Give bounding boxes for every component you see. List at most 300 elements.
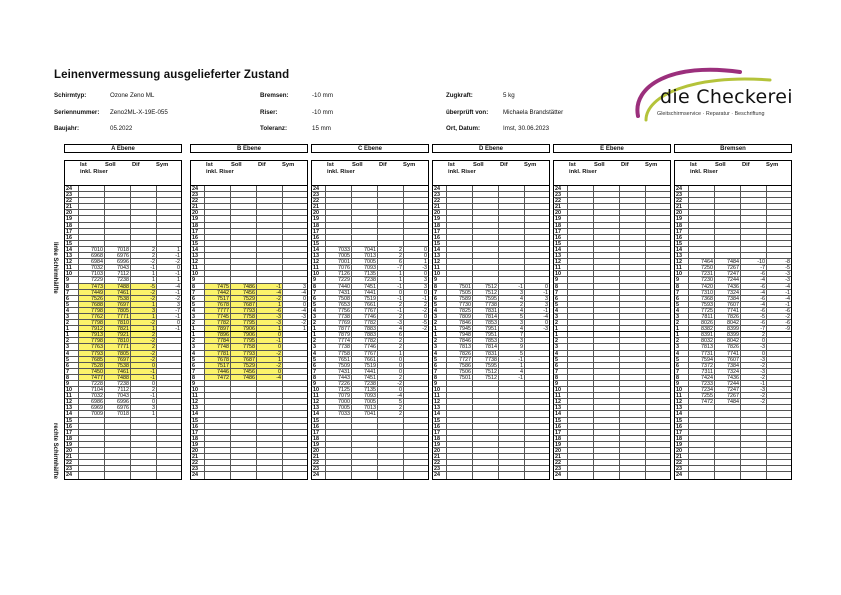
row-number: 6 — [554, 363, 568, 368]
ist-value — [568, 375, 594, 380]
sym-value — [283, 466, 307, 471]
dif-value: 1 — [499, 363, 525, 368]
row-number: 7 — [433, 369, 447, 374]
ist-value — [205, 424, 231, 429]
ist-value: 7517 — [205, 296, 231, 301]
soll-value — [105, 210, 131, 215]
row-number: 23 — [675, 192, 689, 197]
ist-value — [447, 235, 473, 240]
row-number: 3 — [554, 344, 568, 349]
sym-value — [525, 460, 549, 465]
ist-value — [689, 210, 715, 215]
soll-value: 8042 — [715, 338, 741, 343]
sym-value — [767, 204, 791, 209]
soll-value — [594, 460, 620, 465]
meta-value-seriennummer: Zeno2ML-X-19E-055 — [110, 109, 168, 116]
section-title: D Ebene — [432, 144, 550, 153]
row-number: 24 — [312, 472, 326, 478]
soll-value: 7238 — [105, 381, 131, 386]
soll-value: 7484 — [715, 399, 741, 404]
sym-value — [525, 186, 549, 191]
soll-value — [231, 381, 257, 386]
ist-value — [689, 223, 715, 228]
ist-value — [205, 387, 231, 392]
soll-value — [715, 454, 741, 459]
soll-value: 7436 — [715, 284, 741, 289]
ist-value — [689, 235, 715, 240]
soll-value — [715, 466, 741, 471]
soll-value: 7814 — [473, 314, 499, 319]
ist-value: 7234 — [689, 387, 715, 392]
dif-value — [378, 223, 404, 228]
ist-value — [568, 411, 594, 416]
row-number: 19 — [433, 216, 447, 221]
row-number: 10 — [554, 271, 568, 276]
row-number: 13 — [554, 405, 568, 410]
soll-value: 7782 — [352, 320, 378, 325]
sym-value — [646, 381, 670, 386]
dif-value — [499, 418, 525, 423]
dif-value — [741, 466, 767, 471]
sym-value — [283, 247, 307, 252]
ist-value: 7420 — [689, 284, 715, 289]
soll-value: 7782 — [352, 338, 378, 343]
soll-value: 7853 — [473, 320, 499, 325]
soll-value: 6996 — [105, 399, 131, 404]
row-number: 7 — [433, 290, 447, 295]
sym-value — [283, 229, 307, 234]
ist-value — [326, 442, 352, 447]
dif-value — [131, 235, 157, 240]
dif-value — [257, 381, 283, 386]
sym-value: -5 — [785, 265, 790, 271]
dif-value — [620, 344, 646, 349]
soll-value: 7043 — [105, 265, 131, 270]
dif-value: -1 — [257, 338, 283, 343]
row-number: 20 — [312, 210, 326, 215]
row-number: 3 — [675, 314, 689, 319]
soll-value — [473, 424, 499, 429]
row-number: 2 — [675, 320, 689, 325]
soll-value — [231, 223, 257, 228]
dif-value — [620, 265, 646, 270]
row-number: 17 — [675, 229, 689, 234]
soll-value: 7456 — [231, 290, 257, 295]
row-number: 21 — [675, 454, 689, 459]
dif-value: 1 — [378, 277, 404, 282]
soll-value: 7005 — [352, 259, 378, 264]
soll-value: 7687 — [231, 357, 257, 362]
soll-value — [715, 192, 741, 197]
row-number: 12 — [65, 399, 79, 404]
dif-value — [620, 223, 646, 228]
row-number: 18 — [675, 223, 689, 228]
ist-value — [205, 223, 231, 228]
ist-value — [568, 442, 594, 447]
ist-value: 7505 — [447, 290, 473, 295]
soll-value: 7238 — [105, 277, 131, 282]
dif-value: 2 — [131, 332, 157, 337]
sym-value: 0 — [303, 295, 306, 301]
sym-value — [525, 418, 549, 423]
ist-value — [689, 186, 715, 191]
ist-value — [79, 472, 105, 478]
dif-value — [620, 241, 646, 246]
ist-value — [447, 277, 473, 282]
ist-value: 7589 — [447, 296, 473, 301]
dif-value: -1 — [131, 375, 157, 380]
col-header-sub: inkl. Riser — [327, 169, 355, 175]
dif-value — [257, 259, 283, 264]
dif-value — [257, 235, 283, 240]
soll-value: 7441 — [352, 369, 378, 374]
sym-value — [157, 430, 181, 435]
ist-value: 7688 — [79, 302, 105, 307]
sym-value: 0 — [424, 253, 427, 259]
sym-value — [525, 210, 549, 215]
soll-value: 7267 — [715, 393, 741, 398]
ist-value — [447, 186, 473, 191]
dif-value: 4 — [499, 326, 525, 331]
soll-value — [594, 454, 620, 459]
row-number: 9 — [312, 381, 326, 386]
dif-value: -4 — [741, 290, 767, 295]
col-header-ist: Ist — [206, 162, 213, 168]
dif-value — [741, 247, 767, 252]
dif-value — [257, 405, 283, 410]
soll-value — [594, 357, 620, 362]
row-number: 10 — [312, 387, 326, 392]
row-number: 9 — [675, 277, 689, 282]
soll-value — [594, 186, 620, 191]
row-number: 5 — [191, 302, 205, 307]
sym-value — [646, 253, 670, 258]
ist-value: 7450 — [79, 369, 105, 374]
dif-value: 0 — [741, 338, 767, 343]
soll-value — [473, 223, 499, 228]
dif-value: 1 — [131, 314, 157, 319]
sym-value — [404, 375, 428, 380]
soll-value: 7746 — [352, 314, 378, 319]
soll-value: 7384 — [715, 296, 741, 301]
ist-value — [205, 405, 231, 410]
ist-value: 7748 — [205, 344, 231, 349]
soll-value — [715, 436, 741, 441]
sym-value — [767, 418, 791, 423]
row-number: 5 — [312, 302, 326, 307]
soll-value — [231, 424, 257, 429]
row-number: 5 — [191, 357, 205, 362]
sym-value — [404, 436, 428, 441]
row-number: 7 — [675, 369, 689, 374]
ist-value: 7230 — [689, 277, 715, 282]
soll-value: 7595 — [473, 296, 499, 301]
ist-value: 7897 — [205, 326, 231, 331]
soll-value — [352, 235, 378, 240]
sym-value — [283, 198, 307, 203]
soll-value — [715, 405, 741, 410]
sym-value — [283, 253, 307, 258]
soll-value — [231, 442, 257, 447]
ist-value — [568, 448, 594, 453]
sym-value: 0 — [303, 301, 306, 307]
sym-value — [283, 204, 307, 209]
sym-value — [646, 216, 670, 221]
soll-value: 7738 — [473, 357, 499, 362]
dif-value: -3 — [741, 369, 767, 374]
sym-value — [646, 405, 670, 410]
row-number: 1 — [433, 326, 447, 331]
ist-value — [568, 357, 594, 362]
meta-value-baujahr: 05.2022 — [110, 125, 133, 132]
ist-value — [689, 192, 715, 197]
soll-value — [594, 296, 620, 301]
row-number: 10 — [65, 387, 79, 392]
dif-value: -6 — [257, 308, 283, 313]
dif-value — [131, 466, 157, 471]
ist-value: 7449 — [79, 290, 105, 295]
dif-value — [257, 247, 283, 252]
ist-value: 7678 — [205, 302, 231, 307]
ist-value — [568, 472, 594, 478]
ist-value — [326, 448, 352, 453]
dif-value — [378, 204, 404, 209]
row-number: 23 — [65, 466, 79, 471]
ist-value: 7231 — [689, 271, 715, 276]
sym-value — [157, 344, 181, 349]
ist-value: 7798 — [79, 338, 105, 343]
dif-value — [378, 466, 404, 471]
dif-value — [741, 418, 767, 423]
col-header-sym: Sym — [524, 162, 537, 168]
soll-value: 7883 — [352, 326, 378, 331]
sym-value — [157, 192, 181, 197]
sym-value — [283, 210, 307, 215]
dif-value: -7 — [378, 265, 404, 270]
soll-value: 6976 — [105, 253, 131, 258]
row-number: 5 — [312, 357, 326, 362]
ist-value: 7758 — [326, 351, 352, 356]
ist-value — [205, 436, 231, 441]
ist-value — [326, 424, 352, 429]
soll-value — [473, 235, 499, 240]
col-header-ist: Ist — [448, 162, 455, 168]
row-number: 2 — [191, 320, 205, 325]
soll-value: 7607 — [715, 357, 741, 362]
sym-value — [283, 186, 307, 191]
dif-value — [620, 411, 646, 416]
sym-value: 0 — [545, 283, 548, 289]
soll-value — [715, 247, 741, 252]
sym-value — [646, 466, 670, 471]
meta-value-toleranz: 15 mm — [312, 125, 331, 132]
soll-value: 7461 — [105, 369, 131, 374]
sym-value — [157, 235, 181, 240]
sym-value — [767, 223, 791, 228]
sym-value: -1 — [785, 289, 790, 295]
ist-value — [568, 308, 594, 313]
sym-value — [646, 290, 670, 295]
soll-value: 7488 — [105, 375, 131, 380]
dif-value — [257, 216, 283, 221]
dif-value: 2 — [378, 302, 404, 307]
ist-value — [79, 198, 105, 203]
row-number: 13 — [433, 405, 447, 410]
ist-value: 7769 — [326, 320, 352, 325]
sym-value — [646, 418, 670, 423]
ist-value: 7005 — [326, 253, 352, 258]
ist-value — [79, 216, 105, 221]
sym-value — [404, 223, 428, 228]
soll-value — [715, 210, 741, 215]
sym-value — [525, 411, 549, 416]
sym-value — [646, 442, 670, 447]
sym-value — [525, 393, 549, 398]
soll-value — [473, 271, 499, 276]
sym-value — [157, 399, 181, 404]
row-number: 18 — [191, 223, 205, 228]
ist-value — [205, 418, 231, 423]
ist-value — [447, 223, 473, 228]
dif-value — [741, 210, 767, 215]
soll-value: 7324 — [715, 369, 741, 374]
soll-value: 7041 — [352, 247, 378, 252]
ist-value: 7424 — [689, 375, 715, 380]
ist-value: 7526 — [79, 296, 105, 301]
sym-value — [157, 393, 181, 398]
col-header-sub: inkl. Riser — [690, 169, 718, 175]
sym-value — [283, 369, 307, 374]
dif-value: 2 — [131, 247, 157, 252]
sym-value — [525, 235, 549, 240]
sym-value — [525, 247, 549, 252]
table-row — [554, 472, 670, 478]
row-number: 15 — [433, 418, 447, 423]
dif-value: 0 — [378, 290, 404, 295]
sym-value — [525, 430, 549, 435]
ist-value — [568, 229, 594, 234]
sym-value — [283, 405, 307, 410]
soll-value: 7697 — [105, 357, 131, 362]
row-number: 20 — [433, 210, 447, 215]
meta-label-toleranz: Toleranz: — [260, 125, 288, 132]
soll-value — [231, 253, 257, 258]
ist-value: 7440 — [326, 284, 352, 289]
row-number: 2 — [65, 320, 79, 325]
ist-value — [205, 460, 231, 465]
row-number: 3 — [312, 344, 326, 349]
dif-value — [378, 460, 404, 465]
sym-value — [283, 442, 307, 447]
sym-value — [283, 265, 307, 270]
dif-value: -2 — [741, 399, 767, 404]
dif-value — [499, 204, 525, 209]
col-header-dif: Dif — [379, 162, 387, 168]
dif-value: -3 — [741, 357, 767, 362]
sym-value: -3 — [301, 313, 306, 320]
row-number: 12 — [312, 399, 326, 404]
meta-value-bremsen: -10 mm — [312, 92, 333, 99]
row-number: 21 — [312, 204, 326, 209]
ist-value — [568, 284, 594, 289]
sym-value — [646, 241, 670, 246]
row-number: 8 — [312, 375, 326, 380]
sym-value: -2 — [785, 313, 790, 320]
ist-value — [568, 381, 594, 386]
dif-value: -7 — [741, 326, 767, 331]
row-number: 14 — [433, 247, 447, 252]
row-number: 2 — [312, 320, 326, 325]
sym-value — [646, 393, 670, 398]
row-number: 19 — [554, 442, 568, 447]
dif-value: -6 — [741, 320, 767, 325]
dif-value — [620, 314, 646, 319]
row-number: 12 — [191, 259, 205, 264]
soll-value — [594, 320, 620, 325]
soll-value: 7826 — [715, 344, 741, 349]
dif-value: -1 — [257, 284, 283, 289]
dif-value: 3 — [131, 308, 157, 313]
sym-value — [525, 375, 549, 380]
row-number: 2 — [191, 338, 205, 343]
dif-value — [499, 399, 525, 404]
soll-value: 7451 — [352, 375, 378, 380]
soll-value — [473, 448, 499, 453]
soll-value — [105, 241, 131, 246]
sym-value — [646, 448, 670, 453]
col-header-sub: inkl. Riser — [569, 169, 597, 175]
ist-value — [568, 405, 594, 410]
soll-value — [473, 381, 499, 386]
sym-value — [404, 198, 428, 203]
dif-value — [131, 424, 157, 429]
sym-value — [525, 332, 549, 337]
ist-value — [447, 271, 473, 276]
sym-value — [525, 472, 549, 478]
dif-value: -1 — [741, 381, 767, 386]
ist-value — [205, 229, 231, 234]
dif-value — [131, 430, 157, 435]
sym-value: -2 — [422, 307, 427, 313]
sym-value — [767, 375, 791, 380]
row-number: 3 — [65, 344, 79, 349]
dif-value — [499, 271, 525, 276]
sym-value — [157, 472, 181, 478]
soll-value — [473, 399, 499, 404]
dif-value: -2 — [741, 375, 767, 380]
dif-value — [131, 241, 157, 246]
row-number: 11 — [312, 265, 326, 270]
soll-value — [594, 216, 620, 221]
dif-value — [499, 192, 525, 197]
dif-value: 2 — [378, 411, 404, 416]
ist-value — [447, 216, 473, 221]
soll-value — [352, 198, 378, 203]
soll-value: 7461 — [105, 290, 131, 295]
dif-value — [620, 204, 646, 209]
row-number: 19 — [65, 216, 79, 221]
dif-value: -1 — [378, 308, 404, 313]
soll-value: 7853 — [473, 338, 499, 343]
col-header-dif: Dif — [742, 162, 750, 168]
ist-value: 7076 — [326, 265, 352, 270]
table-row — [65, 472, 181, 478]
ist-value — [568, 320, 594, 325]
row-number: 20 — [65, 210, 79, 215]
dif-value: -4 — [741, 302, 767, 307]
row-number: 9 — [433, 277, 447, 282]
soll-value — [352, 186, 378, 191]
